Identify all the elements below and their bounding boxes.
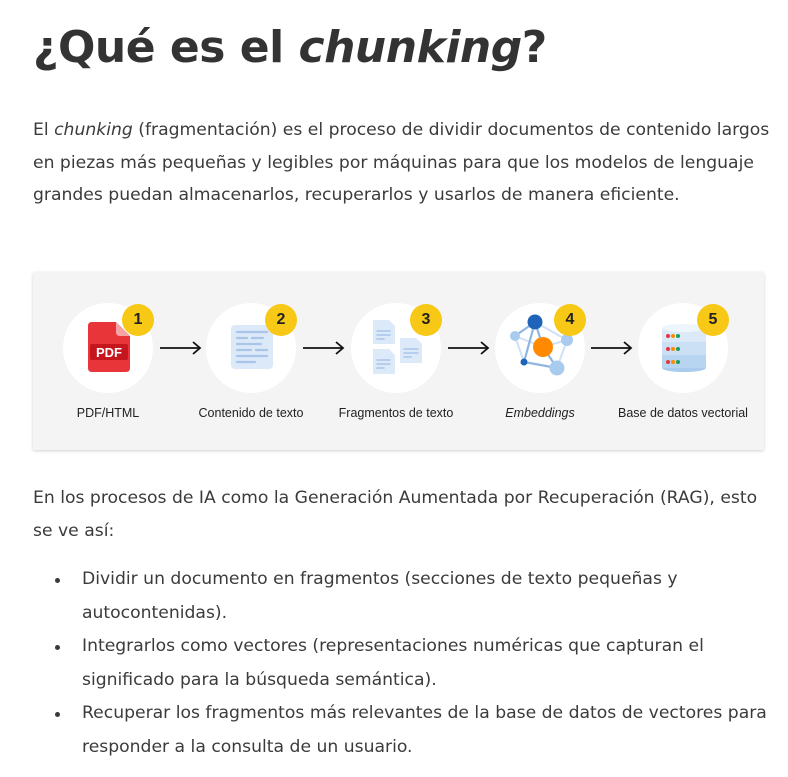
bullet-icon bbox=[55, 645, 60, 650]
pdf-file-icon bbox=[88, 322, 130, 372]
bullet-icon bbox=[55, 712, 60, 717]
intro-lead: El bbox=[33, 120, 55, 140]
intro-paragraph bbox=[33, 114, 773, 212]
arrow-right-icon bbox=[591, 340, 633, 356]
bullet-icon bbox=[55, 578, 60, 583]
intro-emphasis: chunking bbox=[54, 120, 133, 140]
list-item-text: Dividir un documento en fragmentos (secciones de texto pequeñas y autocontenidas). bbox=[82, 569, 678, 623]
title-text: ¿Qué es el bbox=[33, 22, 299, 73]
list-item bbox=[33, 563, 773, 630]
list-item bbox=[33, 697, 773, 764]
step-number-badge: 4 bbox=[554, 304, 586, 336]
list-item bbox=[33, 630, 773, 697]
step-number-badge: 3 bbox=[410, 304, 442, 336]
intro-text: (fragmentación) es el proceso de dividir documentos de contenido largos en piezas más pequeñas y legibles por máquinas para que los modelos de lenguaje grandes puedan almacenarlos, recuperarlos y usarlos de manera eficiente. bbox=[33, 120, 770, 205]
vector-database-icon bbox=[662, 324, 706, 372]
step-2 bbox=[198, 272, 356, 450]
chunking-pipeline-diagram bbox=[33, 272, 764, 450]
rag-steps-list bbox=[33, 563, 773, 764]
step-4 bbox=[495, 272, 645, 450]
page-title bbox=[33, 18, 547, 78]
step-number-badge: 1 bbox=[122, 304, 154, 336]
arrow-right-icon bbox=[448, 340, 490, 356]
title-suffix: ? bbox=[521, 22, 547, 73]
step-3 bbox=[338, 272, 501, 450]
step-5 bbox=[618, 272, 788, 450]
step-1 bbox=[63, 272, 213, 450]
step-label: Embeddings bbox=[505, 406, 575, 420]
step-number-badge: 5 bbox=[697, 304, 729, 336]
rag-paragraph: En los procesos de IA como la Generación Aumentada por Recuperación (RAG), esto se ve así: bbox=[33, 488, 758, 541]
svg-text:PDF: PDF bbox=[96, 345, 122, 360]
title-emphasis: chunking bbox=[298, 22, 522, 73]
list-item-text: Integrarlos como vectores (representaciones numéricas que capturan el significado para la búsqueda semántica). bbox=[82, 636, 704, 690]
arrow-right-icon bbox=[303, 340, 345, 356]
arrow-right-icon bbox=[160, 340, 202, 356]
step-label: Contenido de texto bbox=[198, 406, 304, 420]
text-document-icon bbox=[231, 325, 273, 369]
step-label: Base de datos vectorial bbox=[618, 406, 748, 420]
step-label: Fragmentos de texto bbox=[338, 406, 454, 420]
step-label: PDF/HTML bbox=[76, 406, 140, 420]
list-item-text: Recuperar los fragmentos más relevantes de la base de datos de vectores para responder a la consulta de un usuario. bbox=[82, 703, 767, 757]
step-number-badge: 2 bbox=[265, 304, 297, 336]
